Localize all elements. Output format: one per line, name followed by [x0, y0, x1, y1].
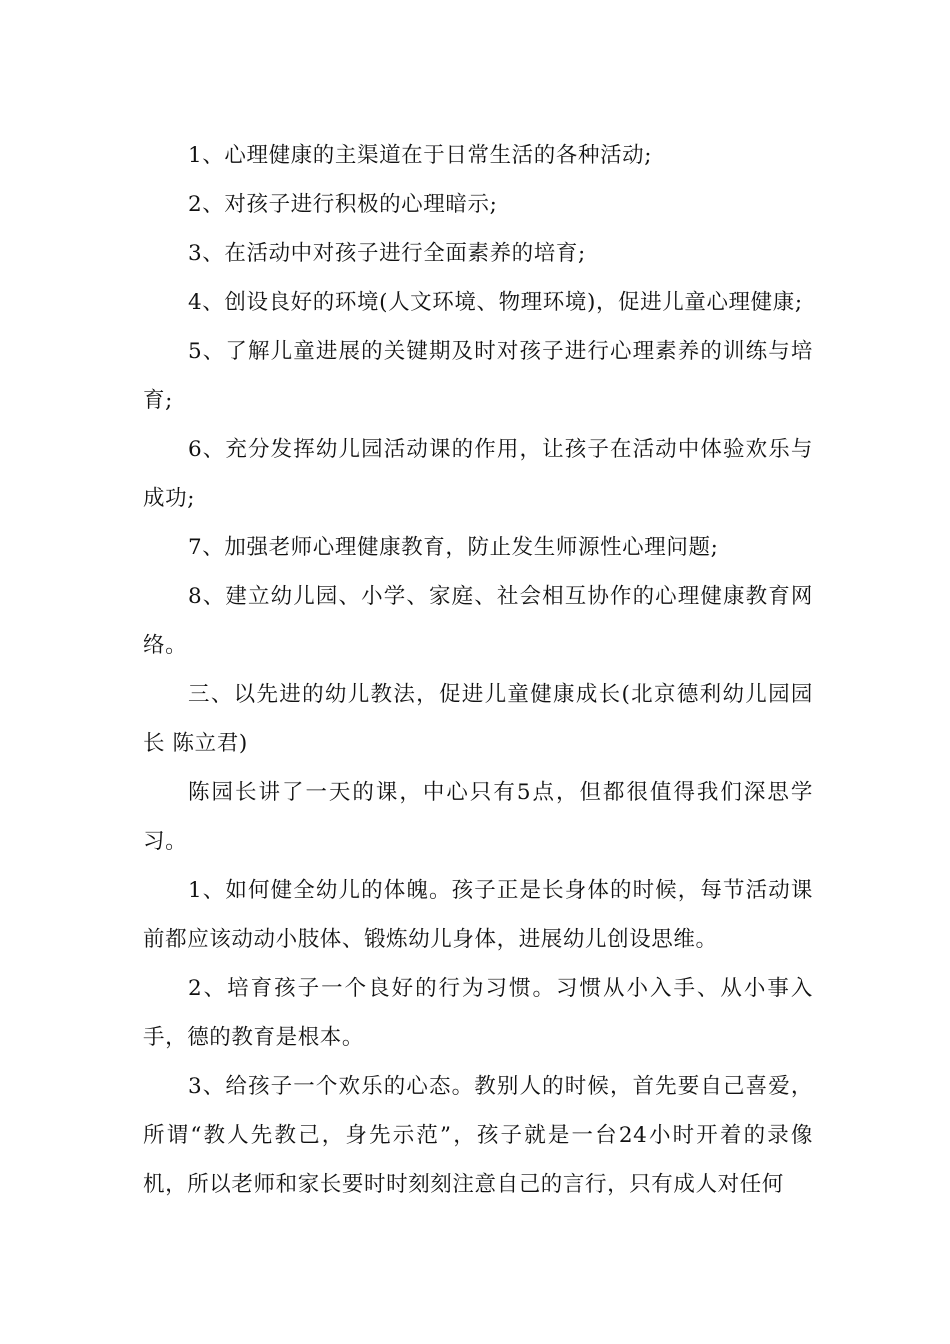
paragraph-5: 5、了解儿童进展的关键期及时对孩子进行心理素养的训练与培育;	[143, 339, 813, 413]
paragraph-4: 4、创设良好的环境(人文环境、物理环境)，促进儿童心理健康;	[188, 290, 803, 315]
paragraph-point-1: 1、如何健全幼儿的体魄。孩子正是长身体的时候，每节活动课前都应该动动小肢体、锻炼幼儿身体，进展幼儿创设思维。	[143, 878, 813, 952]
paragraph-intro: 陈园长讲了一天的课，中心只有5点，但都很值得我们深思学习。	[143, 780, 813, 854]
section-heading-3: 三、以先进的幼儿教法，促进儿童健康成长(北京德利幼儿园园长 陈立君)	[143, 682, 813, 756]
paragraph-3: 3、在活动中对孩子进行全面素养的培育;	[188, 241, 586, 266]
paragraph-1: 1、心理健康的主渠道在于日常生活的各种活动;	[188, 143, 653, 168]
paragraph-6: 6、充分发挥幼儿园活动课的作用，让孩子在活动中体验欢乐与成功;	[143, 437, 813, 511]
paragraph-point-2: 2、培育孩子一个良好的行为习惯。习惯从小入手、从小事入手，德的教育是根本。	[143, 976, 813, 1050]
paragraph-point-3: 3、给孩子一个欢乐的心态。教别人的时候，首先要自己喜爱，所谓“教人先教己，身先示范”，孩子就是一台24小时开着的录像机，所以老师和家长要时时刻刻注意自己的言行，只有成人对任何	[143, 1074, 813, 1197]
paragraph-8: 8、建立幼儿园、小学、家庭、社会相互协作的心理健康教育网络。	[143, 584, 813, 658]
document-body	[143, 131, 813, 1209]
paragraph-7: 7、加强老师心理健康教育，防止发生师源性心理问题;	[188, 535, 719, 560]
paragraph-2: 2、对孩子进行积极的心理暗示;	[188, 192, 498, 217]
